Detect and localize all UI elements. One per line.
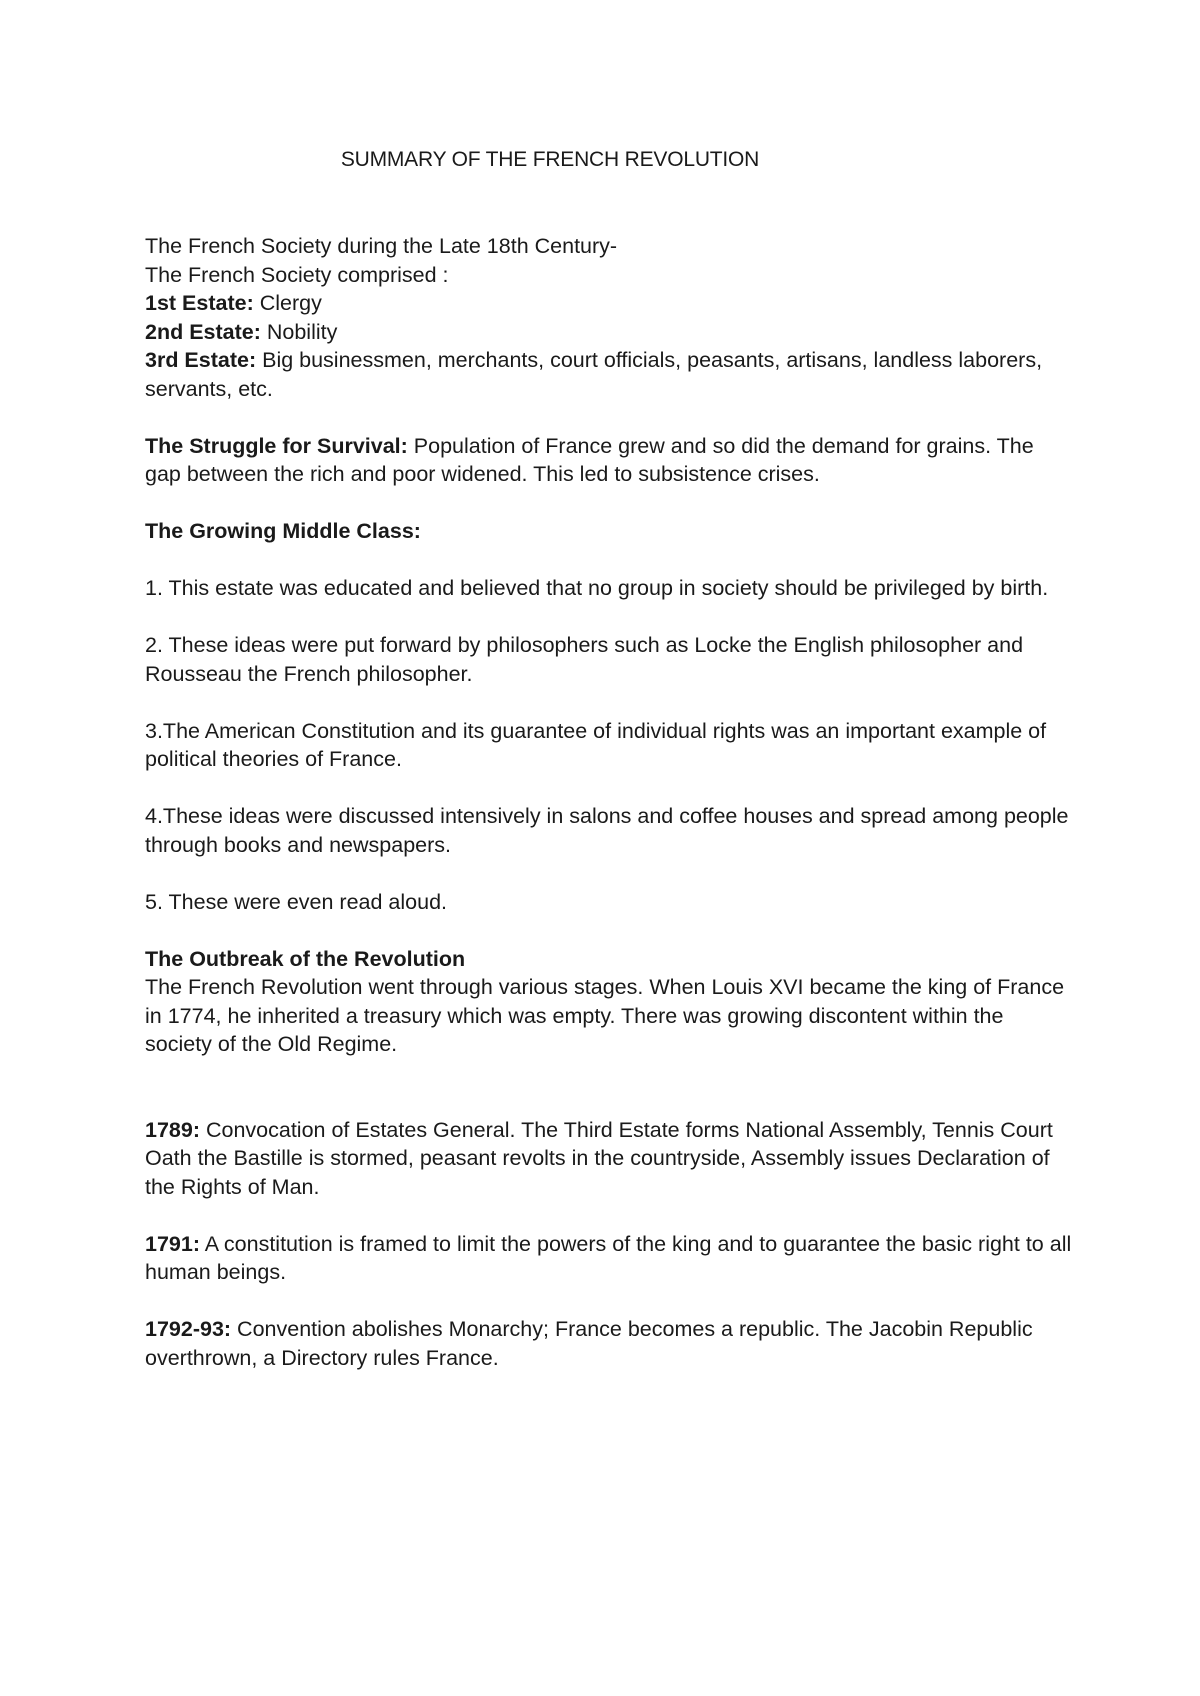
outbreak-heading [145,945,1075,974]
middle-class-point: 2. These ideas were put forward by philosophers such as Locke the English philosopher and Rousseau the French philosopher. [145,633,1024,686]
estate-text: Clergy [253,291,322,315]
timeline-text: Convocation of Estates General. The Third Estate forms National Assembly, Tennis Court Oath the Bastille is stormed, peasant revolts in the countryside, Assembly issues Declaration of the Rights of Man. [145,1117,1053,1199]
timeline-year: 1792-93: [145,1317,232,1341]
estate-label: 1st Estate: [145,291,254,315]
estate-item [145,318,1075,347]
middle-class-point: 3.The American Constitution and its guarantee of individual rights was an important example of political theories of France. [145,718,1047,771]
estate-text: Big businessmen, merchants, court officials, peasants, artisans, landless laborers, servants, etc. [145,348,1043,401]
estate-text: Nobility [260,319,338,344]
timeline-text: A constitution is framed to limit the powers of the king and to guarantee the basic right to all human beings. [145,1231,1072,1284]
estate-label: 3rd Estate: [145,348,257,372]
timeline-entry [145,1315,1075,1372]
timeline-entry [145,1230,1075,1287]
timeline-text: Convention abolishes Monarchy; France becomes a republic. The Jacobin Republic overthrown, a Directory rules France. [145,1317,1033,1370]
struggle-paragraph [145,432,1075,489]
struggle-text: Population of France grew and so did the demand for grains. The gap between the rich and poor widened. This led to subsistence crises. [145,433,1034,486]
outbreak-heading-text: The Outbreak of the Revolution [145,946,466,971]
estate-item [145,346,1075,403]
estate-label: 2nd Estate: [145,319,261,344]
middle-class-heading [145,517,1075,546]
document-title: SUMMARY OF THE FRENCH REVOLUTION [340,148,760,171]
outbreak-text: The French Revolution went through various stages. When Louis XVI became the king of France in 1774, he inherited a treasury which was empty. There was growing discontent within the society of the Old Regime. [145,975,1065,1056]
estate-item [145,289,1075,318]
society-comprised: The French Society comprised : [145,262,449,287]
timeline-year: 1791: [145,1231,200,1256]
middle-class-point: 4.These ideas were discussed intensively in salons and coffee houses and spread among people through books and newspapers. [145,804,1069,857]
middle-class-heading-text: The Growing Middle Class: [145,519,421,543]
timeline-entry [145,1116,1075,1202]
timeline-year: 1789: [145,1117,200,1142]
society-intro: The French Society during the Late 18th Century- [145,234,618,258]
struggle-label: The Struggle for Survival: [145,433,408,458]
middle-class-point: 1. This estate was educated and believed that no group in society should be privileged by birth. [145,576,1049,600]
middle-class-point: 5. These were even read aloud. [145,889,447,914]
document-body [145,232,1075,1372]
